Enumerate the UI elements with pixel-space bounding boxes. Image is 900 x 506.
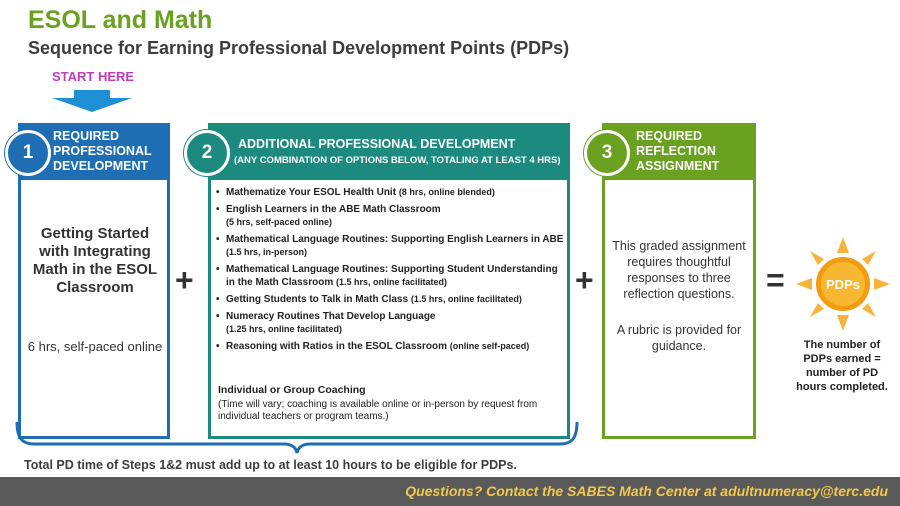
down-arrow-icon <box>52 90 132 112</box>
step-1-heading: REQUIRED PROFESSIONAL DEVELOPMENT <box>53 129 152 173</box>
pd-options-list <box>214 186 566 357</box>
step-1-number-badge: 1 <box>5 130 51 176</box>
step-3-description: This graded assignment requires thoughtful responses to three reflection questions. <box>612 239 746 301</box>
step-2-heading: ADDITIONAL PROFESSIONAL DEVELOPMENT <box>238 137 516 151</box>
step-3-note: A rubric is provided for guidance. <box>616 323 742 353</box>
bracket-shape <box>14 420 580 454</box>
list-item: • Mathematical Language Routines: Supporting Student Understanding in the Math Classroom (1.5 hrs, online facilitated) <box>214 263 566 289</box>
start-here-label: START HERE <box>52 69 135 84</box>
pdps-badge-label: PDPs <box>826 277 860 292</box>
contact-info: Questions? Contact the SABES Math Center at adultnumeracy@terc.edu <box>405 483 888 499</box>
step-3-heading: REQUIRED REFLECTION ASSIGNMENT <box>636 129 720 173</box>
page-title: ESOL and Math <box>28 6 213 34</box>
equals-sign: = <box>766 262 785 298</box>
list-item: • English Learners in the ABE Math Classroom (5 hrs, self-paced online) <box>214 203 566 229</box>
step-3-number-badge: 3 <box>584 130 630 176</box>
page-subtitle: Sequence for Earning Professional Development Points (PDPs) <box>28 38 570 58</box>
step-2-number-badge: 2 <box>184 130 230 176</box>
pdp-note: The number of PDPs earned = number of PD hours completed. <box>796 339 888 393</box>
step-2-header <box>208 123 570 180</box>
list-item: • Reasoning with Ratios in the ESOL Classroom (online self-paced) <box>214 340 566 353</box>
plus-sign: + <box>175 262 194 298</box>
plus-sign: + <box>575 262 594 298</box>
list-item: • Mathematical Language Routines: Supporting English Learners in ABE (1.5 hrs, in-person) <box>214 233 566 259</box>
list-item: • Numeracy Routines That Develop Language (1.25 hrs, online facilitated) <box>214 310 566 336</box>
step-1-time: 6 hrs, self-paced online <box>27 339 163 354</box>
step-1-course-title: Getting Started with Integrating Math in the ESOL Classroom <box>32 225 158 296</box>
list-item: • Getting Students to Talk in Math Class (1.5 hrs, online facilitated) <box>214 293 566 306</box>
coaching-description: (Time will vary; coaching is available online or in-person by request from individual teachers or program teams.) <box>218 399 538 422</box>
total-requirement-note: Total PD time of Steps 1&2 must add up to at least 10 hours to be eligible for PDPs. <box>24 458 517 472</box>
list-item: • Mathematize Your ESOL Health Unit (8 hrs, online blended) <box>214 186 566 199</box>
step-2-subheading: (ANY COMBINATION OF OPTIONS BELOW, TOTALING AT LEAST 4 HRS) <box>234 155 561 166</box>
coaching-title: Individual or Group Coaching <box>218 384 366 396</box>
sun-icon <box>796 237 890 331</box>
